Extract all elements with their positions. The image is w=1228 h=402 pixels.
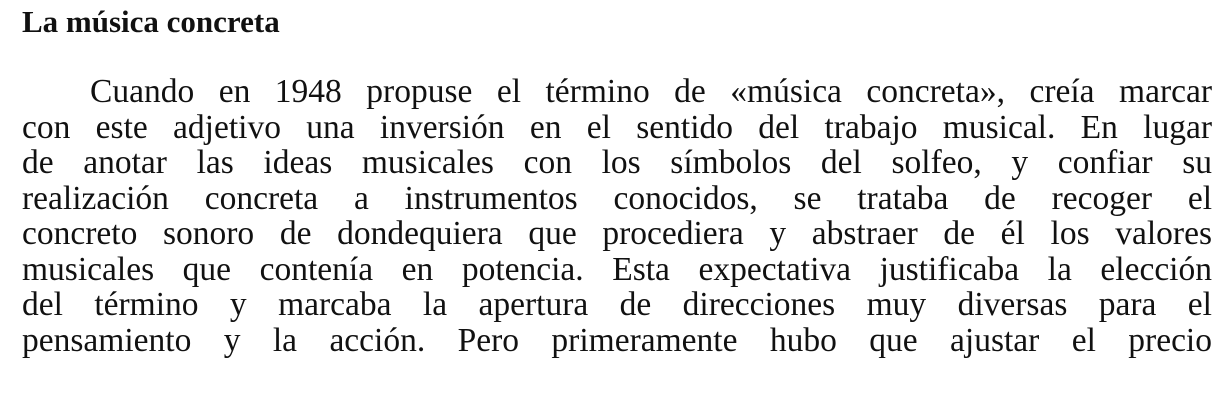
paragraph-line: de anotar las ideas musicales con los símbolos del solfeo, y confiar su [22,145,1212,181]
paragraph-line: realización concreta a instrumentos conocidos, se trataba de recoger el [22,180,1212,216]
section-heading: La música concreta [22,4,280,39]
paragraph-line: con este adjetivo una inversión en el sentido del trabajo musical. En lugar [22,109,1212,145]
paragraph-line: Cuando en 1948 propuse el término de «música concreta», creía marcar [90,74,1212,110]
paragraph-line: pensamiento y la acción. Pero primeramente hubo que ajustar el precio [22,322,1212,358]
body-paragraph [22,74,1212,358]
paragraph-line: musicales que contenía en potencia. Esta expectativa justificaba la elección [22,251,1212,287]
paragraph-line: concreto sonoro de dondequiera que procediera y abstraer de él los valores [22,216,1212,252]
paragraph-line: del término y marcaba la apertura de direcciones muy diversas para el [22,287,1212,323]
